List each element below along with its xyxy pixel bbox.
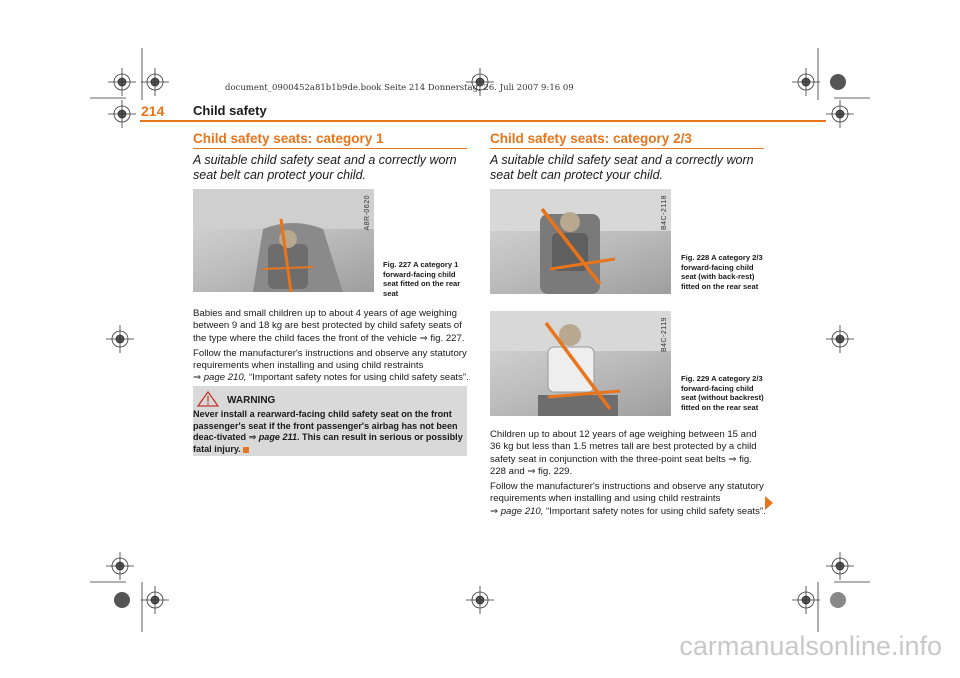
end-square-icon xyxy=(243,447,249,453)
figure-229-caption: Fig. 229 A category 2/3 forward-facing child seat (without backrest) fitted on the rear seat xyxy=(681,374,764,412)
right-title-rule xyxy=(490,148,764,149)
left-para-1: Babies and small children up to about 4 years of age weighing between 9 and 18 kg are best protected by child safety seats of the type where the child faces the front of the vehicle ⇒ fig. 227. xyxy=(193,308,465,344)
warning-title: WARNING xyxy=(227,395,276,406)
child-seat-illustration xyxy=(193,189,374,292)
figure-227-caption: Fig. 227 A category 1 forward-facing child seat fitted on the rear seat xyxy=(383,260,461,298)
warning-box xyxy=(193,386,467,456)
figure-227-photo xyxy=(193,189,374,292)
header-rule xyxy=(140,120,826,122)
warning-triangle-icon xyxy=(197,391,219,407)
page-ref-link[interactable]: ⇒ page 210, xyxy=(193,372,247,384)
left-para-2: Follow the manufacturer's instructions and observe any statutory requirements when installing and using child restraints ⇒ page 210, “Important safety notes for using child safety seats”. xyxy=(193,347,469,384)
warning-text: Never install a rearward-facing child safety seat on the front passenger's seat if the front passenger's airbag has not been deac-tivated ⇒ page 211. This can result in serious or possibly fatal injury. xyxy=(193,409,463,455)
print-header: document_0900452a81b1b9de.book Seite 214 Donnerstag, 26. Juli 2007 9:16 09 xyxy=(225,83,574,93)
booster-seat-illustration xyxy=(490,311,671,416)
figure-229-photo xyxy=(490,311,671,416)
right-subtitle: A suitable child safety seat and a correctly worn seat belt can protect your child. xyxy=(490,153,754,182)
warning-page-ref[interactable]: page 211 xyxy=(258,432,297,443)
right-para-2: Follow the manufacturer's instructions and observe any statutory requirements when installing and using child restraints ⇒ page 210, “Important safety notes for using child safety seats”. xyxy=(490,481,766,517)
figure-228-caption: Fig. 228 A category 2/3 forward-facing child seat (with back-rest) fitted on the rear seat xyxy=(681,253,763,291)
left-title-rule xyxy=(193,148,467,149)
right-page-ref-link[interactable]: ⇒ page 210, xyxy=(490,505,544,517)
section-title: Child safety xyxy=(193,103,267,118)
figure-229-code: B4C-2119 xyxy=(661,317,668,353)
page-number: 214 xyxy=(141,103,165,119)
figure-228-photo xyxy=(490,189,671,294)
figure-227-code: A8R-0620 xyxy=(364,195,371,231)
left-title: Child safety seats: category 1 xyxy=(193,131,384,146)
booster-seat-backrest-illustration xyxy=(490,189,671,294)
left-subtitle: A suitable child safety seat and a correctly worn seat belt can protect your child. xyxy=(193,153,457,182)
right-para-1: Children up to about 12 years of age weighing between 15 and 36 kg but less than 1.5 metres tall are best protected by a child safety seat in conjunction with the three-point seat belts ⇒ fig. 228 and ⇒ fig. 229. xyxy=(490,429,757,477)
right-title: Child safety seats: category 2/3 xyxy=(490,131,692,146)
watermark: carmanualsonline.info xyxy=(679,631,942,661)
figure-228-code: B4C-2118 xyxy=(661,195,668,231)
next-page-arrow-icon[interactable] xyxy=(765,496,773,510)
right-body xyxy=(490,429,768,521)
warning-header xyxy=(193,386,467,408)
left-body xyxy=(193,308,471,388)
